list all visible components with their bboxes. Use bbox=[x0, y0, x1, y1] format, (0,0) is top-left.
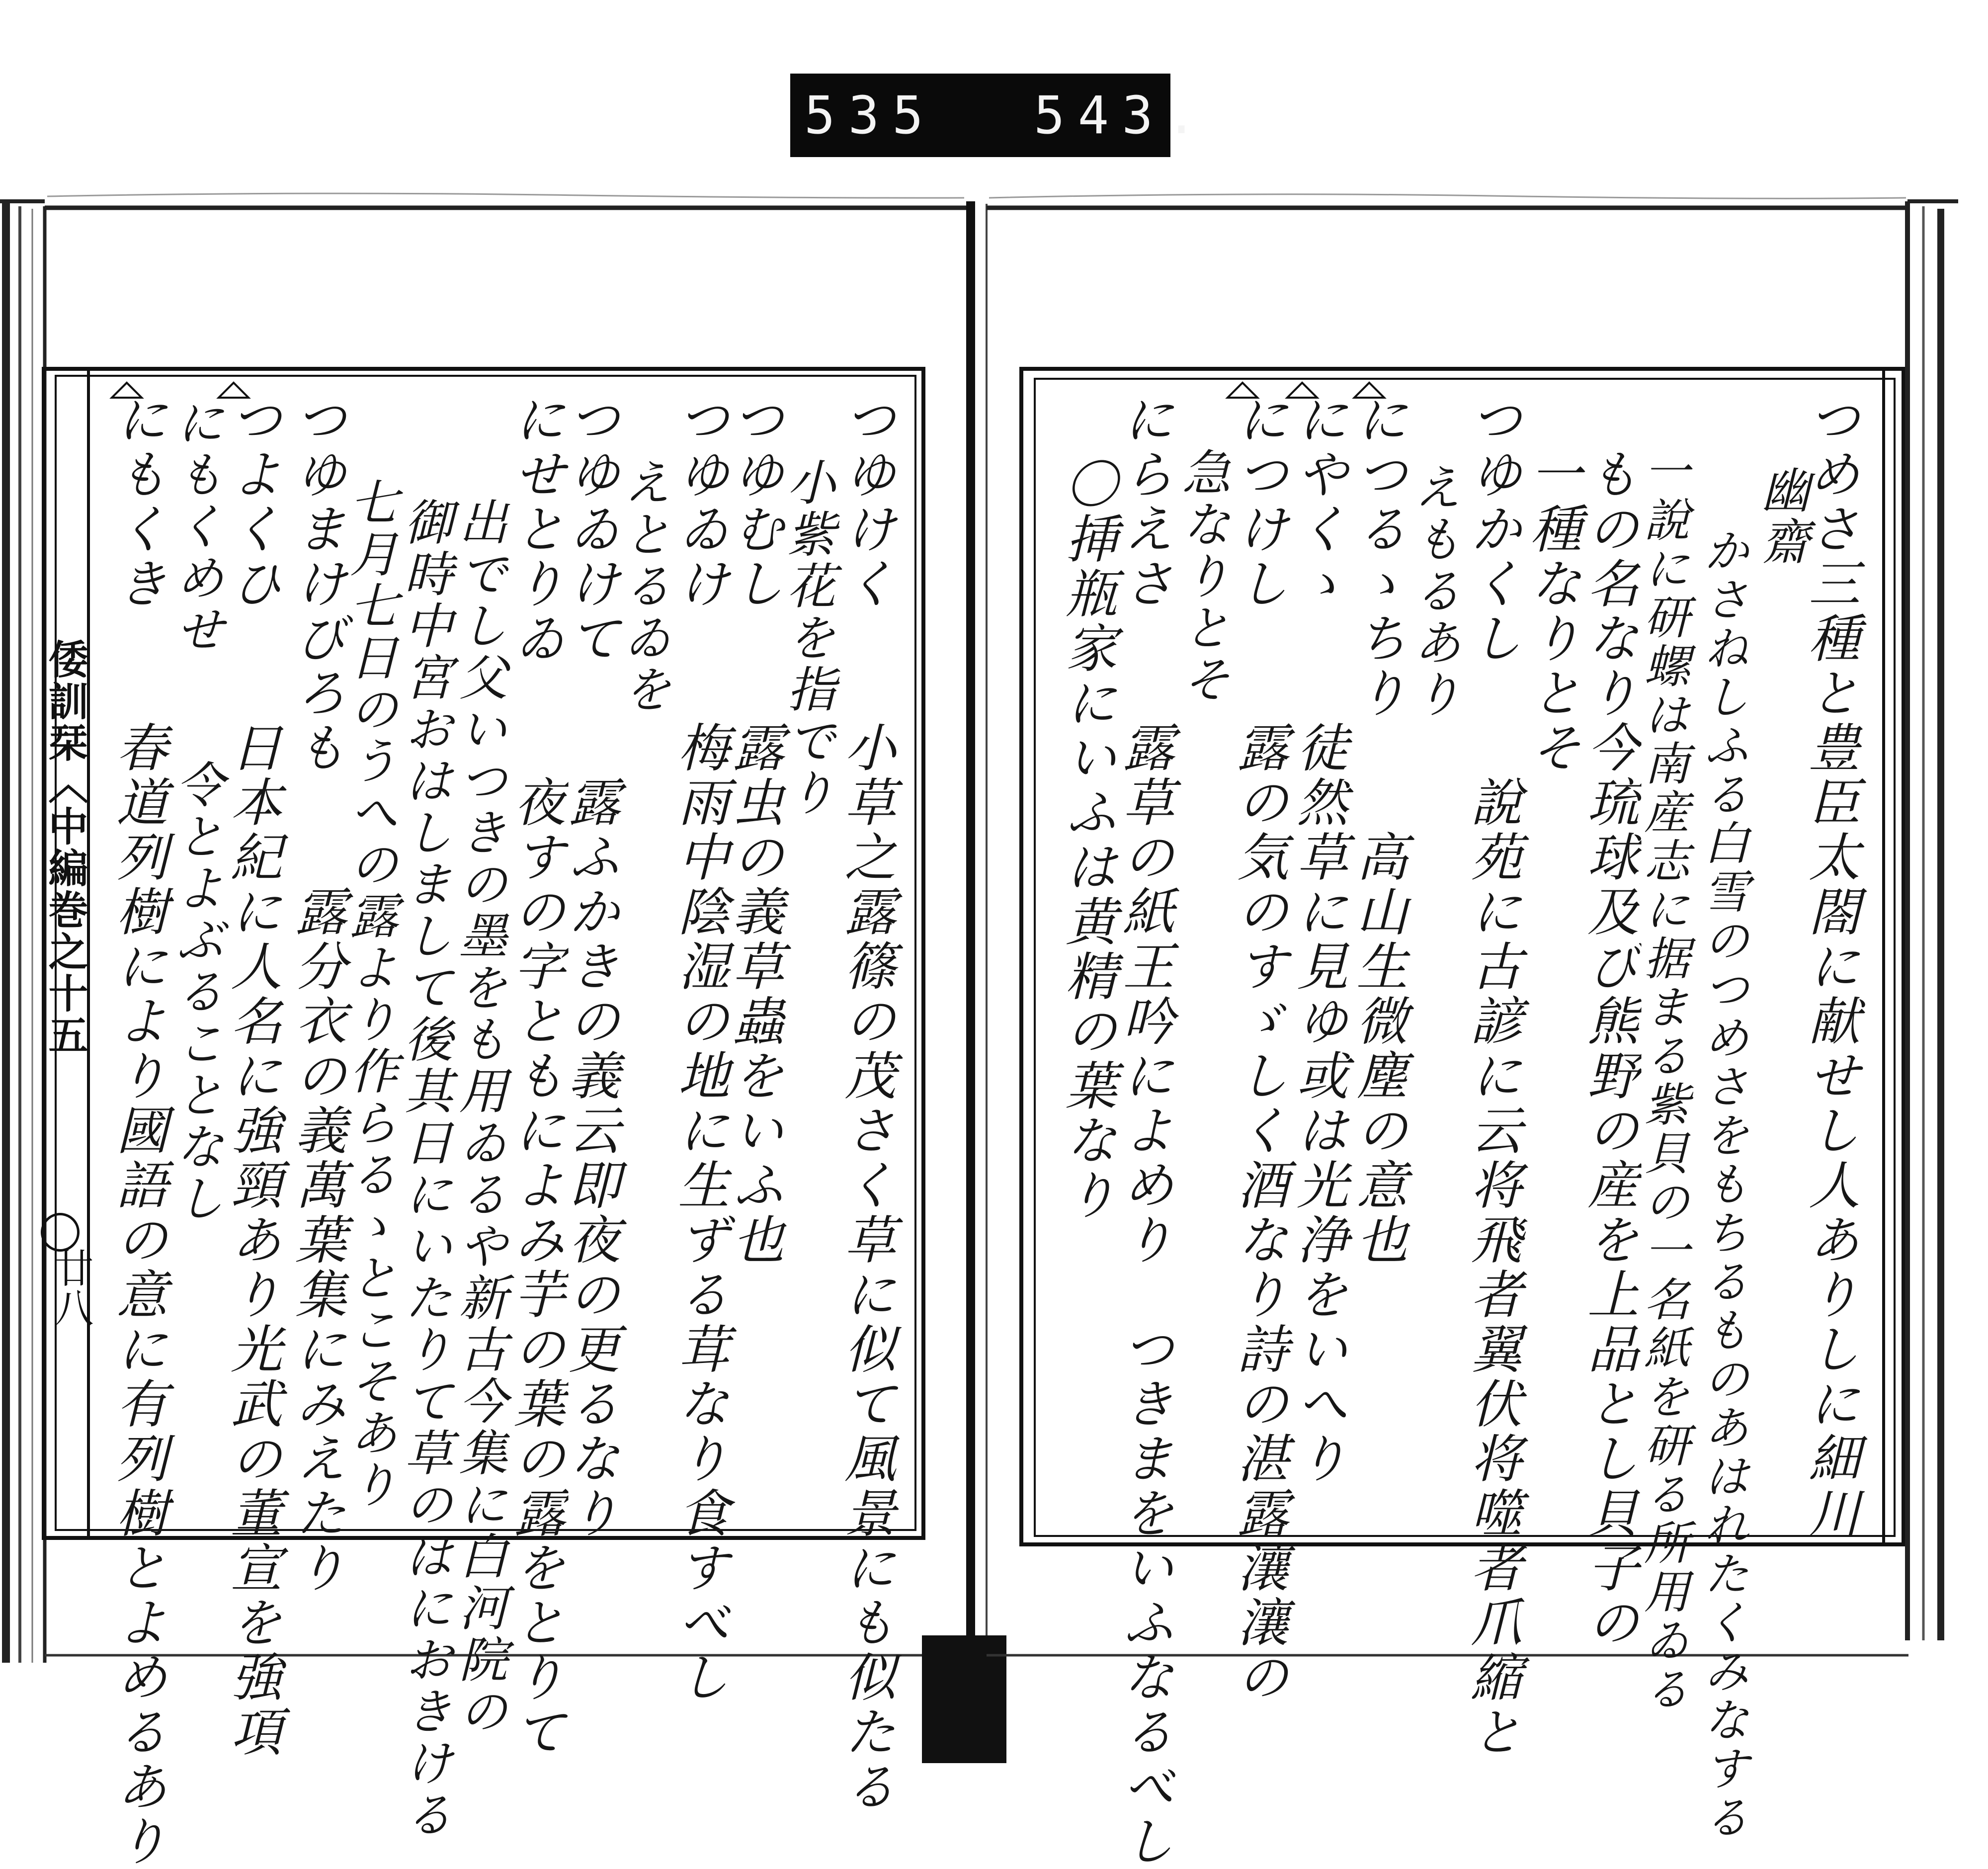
text-column: にせとりゐ 夜すの字ともによみ芋の葉の露をとりて bbox=[505, 393, 566, 1760]
text-column: 御時中宮おはしまして後其日にいたりて草のはにおきける bbox=[396, 497, 453, 1841]
text-column: 小紫花を指でり bbox=[779, 457, 835, 819]
film-label bbox=[790, 74, 1210, 157]
folio-number: 廿八 bbox=[47, 1248, 93, 1327]
text-column: につけし 露の気のすゞしく酒なり詩の湛露瀼瀼の bbox=[1228, 393, 1289, 1705]
text-column: 〇挿瓶家にいふは黄精の葉なり bbox=[1057, 457, 1117, 1223]
text-column: 一說に研螺は南産志に据まる紫貝の一名紙を研る所用ゐる bbox=[1637, 447, 1690, 1714]
spine-title: 倭訓栞〈中編巻之十五 bbox=[42, 639, 88, 1056]
film-number-right: 543. bbox=[1034, 85, 1210, 146]
edge-noise-right bbox=[989, 194, 1906, 199]
text-column: にやくゝ 徒然草に見ゆ或は光浄をいへり bbox=[1288, 393, 1348, 1486]
text-column: つゆかくし 說苑に古諺に云将飛者翼伏将噬者爪縮と bbox=[1462, 393, 1522, 1760]
edge-noise-left bbox=[47, 193, 964, 198]
text-column: にらえさ 露草の紙王吟によめり つきまをいふなるべし bbox=[1114, 393, 1174, 1869]
text-column: つゆむし 露虫の義草蟲をいふ也 bbox=[724, 393, 784, 1268]
text-column: えもるあり bbox=[1405, 462, 1462, 721]
text-column: 急なりとそ bbox=[1174, 447, 1231, 706]
text-column: つめさ三種と豊臣太閤に献せし人ありしに細川 bbox=[1800, 393, 1860, 1541]
text-column: つよくひ 日本紀に人名に強頸あり光武の董宣を強項 bbox=[222, 393, 282, 1760]
text-column: かさねしふる白雪のつめさをもちるものあはれたくみなする bbox=[1696, 527, 1749, 1842]
text-column: 七月七日のうへの露より作らるゝとこそあり bbox=[341, 477, 398, 1511]
text-column: 一種なりとそ bbox=[1521, 447, 1582, 775]
text-column: つゆまけびろも 露分衣の義萬葉集にみえたり bbox=[286, 393, 347, 1596]
text-column: にもくめせ 令とよぶることなし bbox=[167, 398, 224, 1225]
text-column: つゆけく 小草之露篠の茂さく草に似て風景にも似たる bbox=[835, 393, 896, 1814]
text-column: につるゝちり 高山生微塵の意也 bbox=[1347, 393, 1408, 1268]
text-column: つゆゐけ 梅雨中陰湿の地に生ずる茸なり食すべし bbox=[669, 393, 730, 1705]
folio-circle-mark bbox=[41, 1213, 80, 1252]
text-column: にもくき 春道列樹により國語の意に有列樹とよめるあり bbox=[107, 393, 168, 1869]
text-column: もの名なり今琉球及び熊野の産を上品とし貝子の bbox=[1578, 447, 1639, 1650]
text-column: 幽齋 bbox=[1753, 465, 1810, 568]
text-column: えとるゐを bbox=[615, 457, 671, 716]
text-column: つゆゐけて 露ふかきの義云即夜の更るなり bbox=[560, 393, 620, 1541]
film-number-left: 535 bbox=[804, 85, 936, 146]
text-column: 出でし父いつきの墨をも用ゐるや新古今集に白河院の bbox=[451, 497, 507, 1738]
